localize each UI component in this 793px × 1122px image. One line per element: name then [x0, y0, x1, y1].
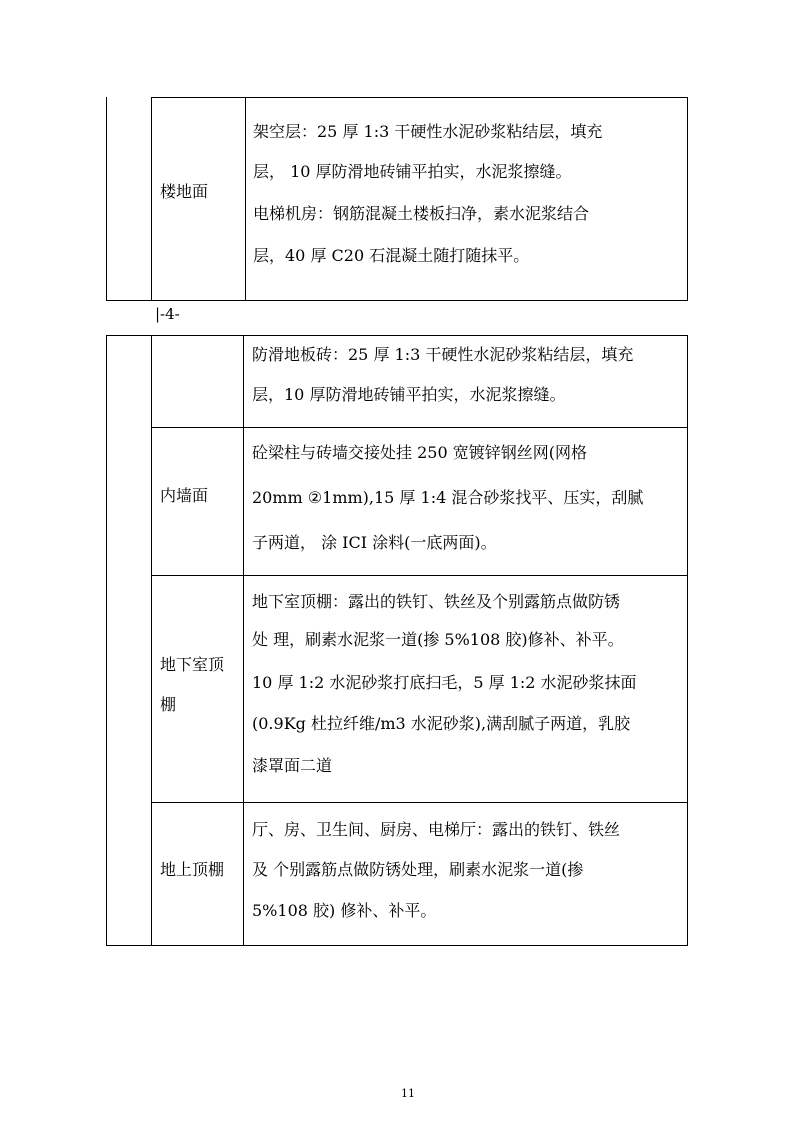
row-label: 地上顶棚	[160, 860, 225, 879]
cell-line: 及 个别露筋点做防锈处理，刷素水泥浆一道(掺	[252, 860, 584, 879]
cell-line: 砼梁柱与砖墙交接处挂 250 宽镀锌钢丝网(网格	[252, 443, 587, 462]
cell-line: 防滑地板砖：25 厚 1:3 干硬性水泥砂浆粘结层，填充	[252, 345, 634, 364]
cell-line: 地下室顶棚：露出的铁钉、铁丝及个别露筋点做防锈	[252, 592, 621, 611]
row-label: 棚	[160, 695, 177, 714]
cell-line: 电梯机房：钢筋混凝土楼板扫净，素水泥浆结合	[253, 204, 590, 223]
page-number: 11	[401, 1087, 415, 1100]
cell-line: 子两道， 涂 ICI 涂料(一底两面)。	[252, 533, 497, 552]
cell-line: 漆罩面二道	[252, 756, 333, 775]
cell-line: 层，40 厚 C20 石混凝土随打随抹平。	[253, 246, 530, 265]
cell-line: 10 厚 1:2 水泥砂浆打底扫毛，5 厚 1:2 水泥砂浆抹面	[252, 673, 637, 692]
cell-line: 层，10 厚防滑地砖铺平拍实，水泥浆擦缝。	[252, 385, 566, 404]
row-label: 楼地面	[160, 182, 209, 201]
cell-line: 架空层：25 厚 1:3 干硬性水泥砂浆粘结层，填充	[253, 122, 603, 141]
page-marker: |-4-	[155, 305, 180, 323]
cell-line: 厅、房、卫生间、厨房、电梯厅：露出的铁钉、铁丝	[252, 820, 621, 839]
cell-line: (0.9Kg 杜拉纤维/m3 水泥砂浆),满刮腻子两道，乳胶	[252, 714, 631, 733]
row-label: 地下室顶	[160, 655, 225, 674]
cell-line: 5%108 胶) 修补、补平。	[252, 901, 437, 920]
cell-line: 20mm ②1mm),15 厚 1:4 混合砂浆找平、压实，刮腻	[252, 488, 644, 507]
cell-line: 层， 10 厚防滑地砖铺平拍实，水泥浆擦缝。	[253, 162, 572, 181]
row-label: 内墙面	[160, 486, 209, 505]
cell-line: 处 理，刷素水泥浆一道(掺 5%108 胶)修补、补平。	[252, 630, 624, 649]
